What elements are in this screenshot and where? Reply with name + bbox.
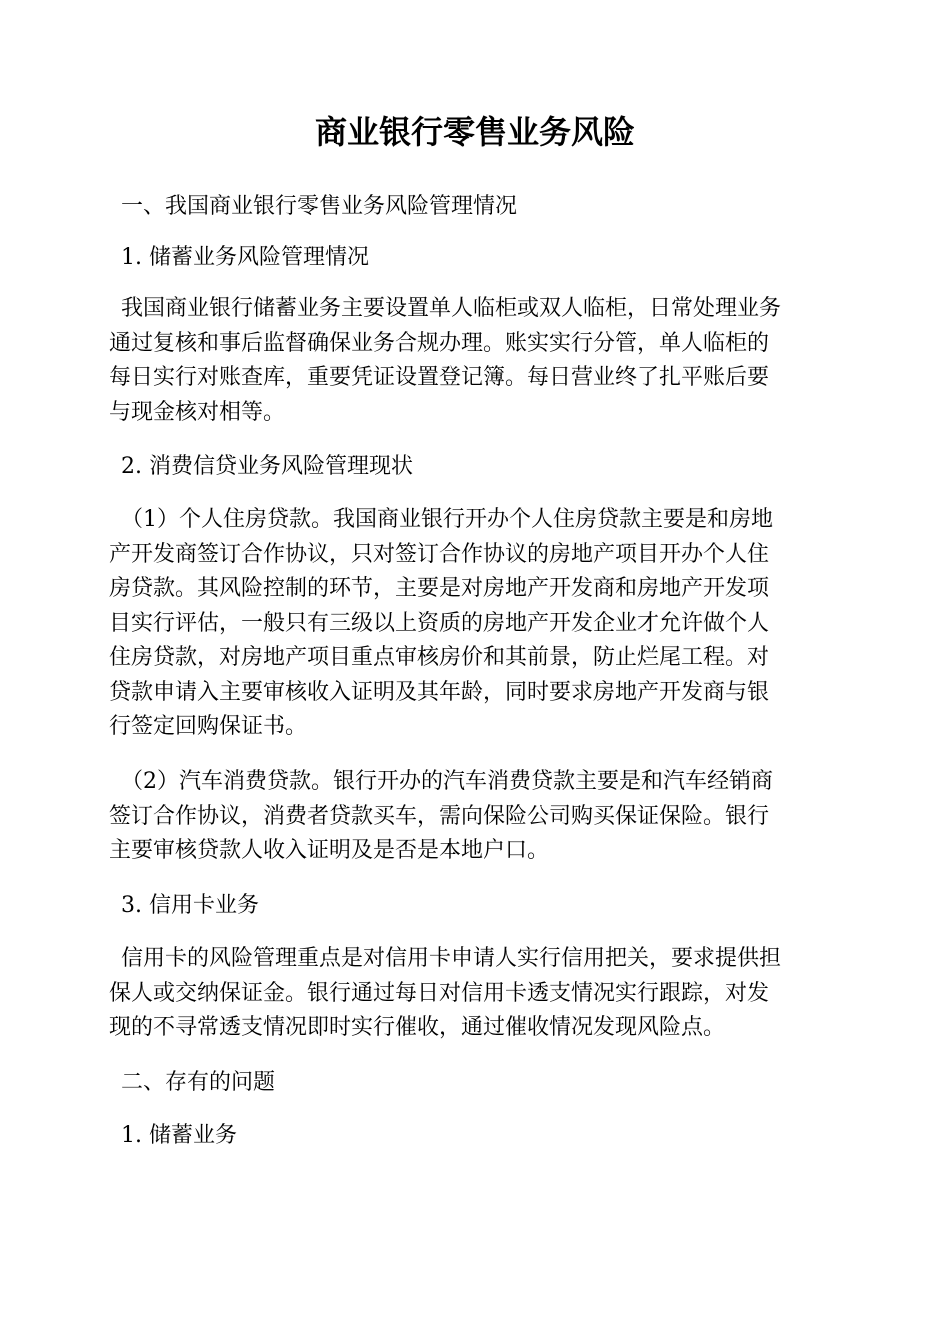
paragraph-line: （2）汽车消费贷款。银行开办的汽车消费贷款主要是和汽车经销商 <box>121 769 773 794</box>
document-title: 商业银行零售业务风险 <box>314 113 635 151</box>
heading-line: 2. 消费信贷业务风险管理现状 <box>121 454 413 479</box>
subsection-heading-2-1 <box>109 1119 833 1154</box>
paragraph-line: 住房贷款，对房地产项目重点审核房价和其前景，防止烂尾工程。对 <box>109 645 770 670</box>
paragraph-credit-card <box>109 942 833 1046</box>
heading-line: 1. 储蓄业务 <box>121 1123 237 1148</box>
heading-line: 二、存有的问题 <box>121 1070 276 1095</box>
paragraph-line: 主要审核贷款人收入证明及是否是本地户口。 <box>109 838 550 863</box>
subsection-heading-1-3 <box>109 889 833 924</box>
paragraph-line: 通过复核和事后监督确保业务合规办理。账实实行分管，单人临柜的 <box>109 330 770 356</box>
subsection-heading-1-2 <box>109 450 833 485</box>
paragraph-line: 房贷款。其风险控制的环节，主要是对房地产开发商和房地产开发项 <box>109 576 770 601</box>
heading-line: 一、我国商业银行零售业务风险管理情况 <box>121 194 518 219</box>
heading-line: 1. 储蓄业务风险管理情况 <box>121 245 369 270</box>
paragraph-line: 产开发商签订合作协议，只对签订合作协议的房地产项目开办个人住 <box>109 541 770 567</box>
paragraph-line: 贷款申请入主要审核收入证明及其年龄，同时要求房地产开发商与银 <box>109 679 770 705</box>
paragraph-auto-loan <box>109 765 833 869</box>
paragraph-line: 我国商业银行储蓄业务主要设置单人临柜或双人临柜，日常处理业务 <box>121 296 782 321</box>
paragraph-line: 目实行评估，一般只有三级以上资质的房地产开发企业才允许做个人 <box>109 610 770 636</box>
paragraph-line: 签订合作协议，消费者贷款买车，需向保险公司购买保证保险。银行 <box>109 803 770 829</box>
paragraph-line: 每日实行对账查库，重要凭证设置登记簿。每日营业终了扎平账后要 <box>109 365 770 390</box>
paragraph-savings <box>109 292 833 430</box>
paragraph-line: 现的不寻常透支情况即时实行催收，通过催收情况发现风险点。 <box>109 1015 726 1040</box>
paragraph-line: 行签定回购保证书。 <box>109 714 308 739</box>
paragraph-line: 与现金核对相等。 <box>109 399 286 425</box>
heading-line: 3. 信用卡业务 <box>121 893 259 918</box>
paragraph-line: 信用卡的风险管理重点是对信用卡申请人实行信用把关，要求提供担 <box>121 946 782 971</box>
paragraph-line: 保人或交纳保证金。银行通过每日对信用卡透支情况实行跟踪，对发 <box>109 980 770 1006</box>
subsection-heading-1-1 <box>109 241 833 276</box>
section-heading-2 <box>109 1066 833 1101</box>
paragraph-housing-loan <box>109 503 833 745</box>
section-heading-1 <box>109 190 833 225</box>
paragraph-line: （1）个人住房贷款。我国商业银行开办个人住房贷款主要是和房地 <box>121 507 773 532</box>
